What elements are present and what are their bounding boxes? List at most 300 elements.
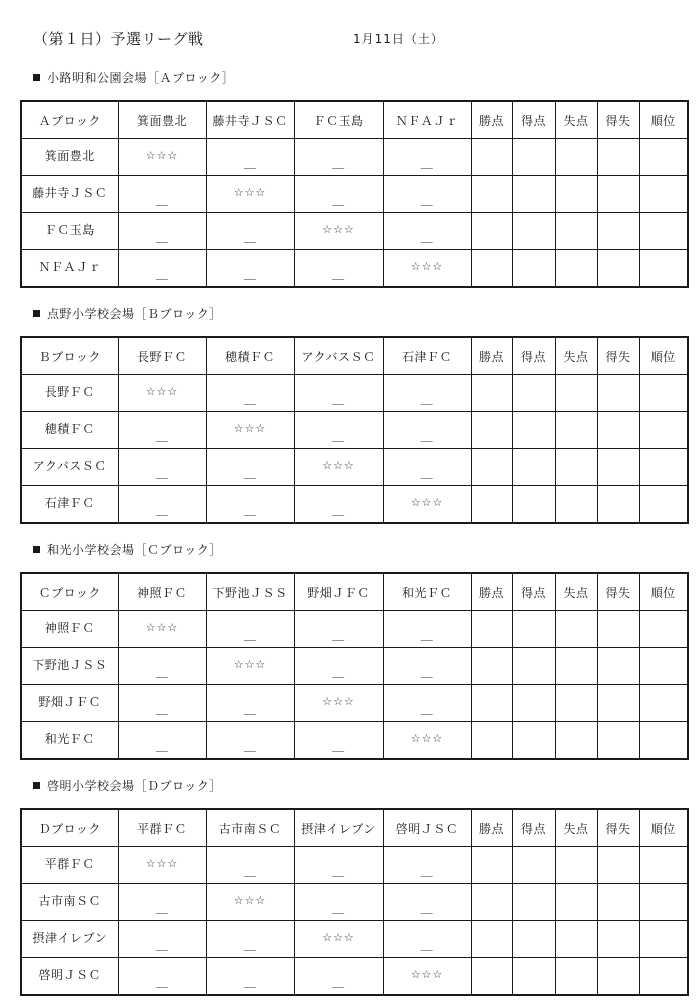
opponent-header-cell: 神照ＦＣ [118, 573, 206, 611]
team-name: 石津ＦＣ [44, 495, 95, 510]
self-match-stars-icon: ☆☆☆ [145, 149, 179, 162]
match-result-cell [294, 486, 383, 524]
team-name-cell [21, 486, 118, 524]
team-name-cell [21, 449, 118, 486]
stat-value-cell [471, 958, 512, 996]
team-name-cell [21, 884, 118, 921]
stat-value-cell [555, 250, 597, 288]
stat-value-cell [639, 375, 688, 412]
empty-match-mark: ＿ [420, 701, 434, 716]
empty-match-mark: ＿ [332, 428, 345, 443]
match-result-cell [206, 611, 294, 648]
stat-value-cell [639, 958, 688, 996]
stat-value-cell [512, 611, 555, 648]
match-result-cell [118, 176, 206, 213]
stat-value-cell [471, 375, 512, 412]
opponent-header-cell: 穂積ＦＣ [206, 337, 294, 375]
match-result-cell [118, 722, 206, 760]
stat-header-cell: 得点 [512, 809, 555, 847]
stat-value-cell [471, 847, 512, 884]
block-label-cell: Ｂブロック [21, 337, 118, 375]
stat-value-cell [639, 486, 688, 524]
venue-label: 啓明小学校会場［Ｄブロック］ [47, 779, 222, 793]
table-row [21, 847, 688, 884]
match-result-cell [118, 449, 206, 486]
stat-header-cell: 失点 [555, 573, 597, 611]
match-result-cell [294, 139, 383, 176]
stat-value-cell [555, 213, 597, 250]
table-row [21, 921, 688, 958]
opponent-header-cell: ＮＦＡＪｒ [383, 101, 471, 139]
empty-match-mark: ＿ [155, 937, 169, 952]
stat-value-cell [597, 648, 639, 685]
stat-value-cell [639, 412, 688, 449]
empty-match-mark: ＿ [155, 701, 169, 716]
self-match-stars-icon: ☆☆☆ [145, 621, 179, 634]
self-match-stars-icon: ☆☆☆ [322, 931, 355, 944]
stat-value-cell [471, 412, 512, 449]
stat-header-cell: 勝点 [471, 573, 512, 611]
table-row [21, 250, 688, 288]
empty-match-mark: ＿ [420, 192, 434, 207]
stat-value-cell [555, 375, 597, 412]
match-result-cell [206, 139, 294, 176]
empty-match-mark: ＿ [155, 465, 169, 480]
stat-value-cell [597, 611, 639, 648]
match-result-cell [118, 375, 206, 412]
block-label-cell: Ａブロック [21, 101, 118, 139]
square-bullet-icon [33, 310, 40, 317]
stat-value-cell [471, 250, 512, 288]
match-result-cell [206, 213, 294, 250]
opponent-header-cell: 箕面豊北 [118, 101, 206, 139]
team-name-cell [21, 139, 118, 176]
venue-heading [20, 304, 687, 324]
match-result-cell [206, 884, 294, 921]
match-result-cell [294, 884, 383, 921]
opponent-header-cell: 古市南ＳＣ [206, 809, 294, 847]
team-name-cell [21, 250, 118, 288]
stat-header-cell: 順位 [639, 809, 688, 847]
block-label-cell: Ｄブロック [21, 809, 118, 847]
stat-value-cell [512, 884, 555, 921]
match-result-cell [294, 375, 383, 412]
match-result-cell [206, 958, 294, 996]
team-name-cell [21, 685, 118, 722]
empty-match-mark: ＿ [155, 192, 169, 207]
stat-value-cell [555, 176, 597, 213]
stat-value-cell [555, 884, 597, 921]
opponent-header-cell: 摂津イレブン [294, 809, 383, 847]
stat-header-cell: 勝点 [471, 337, 512, 375]
empty-match-mark: ＿ [243, 627, 257, 642]
table-header-row [21, 337, 688, 375]
match-result-cell [294, 921, 383, 958]
match-result-cell [118, 685, 206, 722]
empty-match-mark: ＿ [243, 229, 257, 244]
match-result-cell [294, 250, 383, 288]
stat-value-cell [639, 176, 688, 213]
block-label-cell: Ｃブロック [21, 573, 118, 611]
stat-header-cell: 勝点 [471, 101, 512, 139]
stat-value-cell [512, 213, 555, 250]
table-row [21, 213, 688, 250]
stat-value-cell [471, 685, 512, 722]
match-result-cell [118, 213, 206, 250]
stat-value-cell [471, 611, 512, 648]
stat-value-cell [512, 685, 555, 722]
stat-value-cell [512, 958, 555, 996]
page-date: 1月11日（土） [353, 32, 444, 46]
venue-label: 和光小学校会場［Ｃブロック］ [47, 543, 222, 557]
empty-match-mark: ＿ [155, 502, 169, 517]
opponent-header-cell: アクバスＳＣ [294, 337, 383, 375]
stat-value-cell [555, 722, 597, 760]
team-name-cell [21, 412, 118, 449]
stat-value-cell [639, 139, 688, 176]
match-result-cell [383, 958, 471, 996]
venue-heading [20, 776, 687, 796]
stat-value-cell [471, 648, 512, 685]
opponent-header-cell: 和光ＦＣ [383, 573, 471, 611]
match-result-cell [294, 648, 383, 685]
team-name: 平群ＦＣ [44, 856, 95, 871]
team-name-cell [21, 648, 118, 685]
stat-value-cell [639, 611, 688, 648]
stat-header-cell: 得失 [597, 101, 639, 139]
stat-value-cell [512, 722, 555, 760]
self-match-stars-icon: ☆☆☆ [322, 459, 355, 472]
match-result-cell [383, 486, 471, 524]
stat-value-cell [471, 176, 512, 213]
match-result-cell [383, 921, 471, 958]
team-name: 藤井寺ＪＳＣ [32, 185, 108, 200]
stat-header-cell: 失点 [555, 809, 597, 847]
team-name: 神照ＦＣ [44, 620, 95, 635]
team-name: 下野池ＪＳＳ [32, 657, 108, 672]
empty-match-mark: ＿ [420, 900, 434, 915]
league-table [20, 336, 689, 524]
stat-value-cell [555, 449, 597, 486]
empty-match-mark: ＿ [420, 937, 434, 952]
stat-value-cell [639, 884, 688, 921]
stat-value-cell [597, 884, 639, 921]
stat-value-cell [597, 375, 639, 412]
league-block [20, 68, 687, 288]
empty-match-mark: ＿ [332, 974, 345, 989]
stat-value-cell [512, 250, 555, 288]
stat-value-cell [512, 486, 555, 524]
stat-value-cell [597, 958, 639, 996]
league-block [20, 540, 687, 760]
stat-value-cell [471, 921, 512, 958]
team-name: 古市南ＳＣ [38, 893, 101, 908]
stat-value-cell [597, 486, 639, 524]
match-result-cell [294, 449, 383, 486]
stat-header-cell: 得点 [512, 573, 555, 611]
stat-value-cell [555, 685, 597, 722]
empty-match-mark: ＿ [243, 974, 257, 989]
match-result-cell [206, 722, 294, 760]
match-result-cell [118, 250, 206, 288]
table-header-row [21, 809, 688, 847]
empty-match-mark: ＿ [243, 155, 257, 170]
stat-value-cell [597, 139, 639, 176]
stat-value-cell [512, 847, 555, 884]
table-row [21, 486, 688, 524]
empty-match-mark: ＿ [332, 900, 345, 915]
match-result-cell [118, 958, 206, 996]
team-name-cell [21, 611, 118, 648]
empty-match-mark: ＿ [155, 266, 169, 281]
stat-header-cell: 勝点 [471, 809, 512, 847]
team-name: 箕面豊北 [44, 148, 95, 163]
team-name-cell [21, 921, 118, 958]
empty-match-mark: ＿ [332, 738, 345, 753]
match-result-cell [294, 958, 383, 996]
match-result-cell [294, 176, 383, 213]
empty-match-mark: ＿ [155, 738, 169, 753]
match-result-cell [383, 847, 471, 884]
stat-value-cell [512, 412, 555, 449]
team-name: アクバスＳＣ [32, 458, 107, 473]
match-result-cell [118, 412, 206, 449]
self-match-stars-icon: ☆☆☆ [410, 732, 444, 745]
stat-value-cell [639, 648, 688, 685]
venue-heading [20, 68, 687, 88]
league-block [20, 776, 687, 996]
square-bullet-icon [33, 782, 40, 789]
team-name: ＮＦＡＪｒ [38, 259, 101, 274]
stat-value-cell [597, 449, 639, 486]
empty-match-mark: ＿ [155, 229, 169, 244]
stat-value-cell [555, 486, 597, 524]
empty-match-mark: ＿ [332, 391, 345, 406]
self-match-stars-icon: ☆☆☆ [233, 186, 267, 199]
empty-match-mark: ＿ [243, 738, 257, 753]
empty-match-mark: ＿ [332, 502, 345, 517]
table-row [21, 648, 688, 685]
match-result-cell [206, 250, 294, 288]
team-name-cell [21, 375, 118, 412]
stat-header-cell: 得失 [597, 337, 639, 375]
table-row [21, 375, 688, 412]
venue-heading [20, 540, 687, 560]
stat-value-cell [512, 449, 555, 486]
self-match-stars-icon: ☆☆☆ [233, 894, 267, 907]
stat-value-cell [597, 213, 639, 250]
team-name: 摂津イレブン [32, 930, 108, 945]
team-name: 和光ＦＣ [44, 731, 95, 746]
stat-header-cell: 失点 [555, 101, 597, 139]
match-result-cell [206, 449, 294, 486]
self-match-stars-icon: ☆☆☆ [322, 695, 355, 708]
opponent-header-cell: 石津ＦＣ [383, 337, 471, 375]
match-result-cell [206, 685, 294, 722]
stat-header-cell: 順位 [639, 101, 688, 139]
stat-value-cell [555, 648, 597, 685]
league-table [20, 808, 689, 996]
match-result-cell [383, 412, 471, 449]
self-match-stars-icon: ☆☆☆ [233, 422, 267, 435]
table-row [21, 884, 688, 921]
page-title: （第１日）予選リーグ戦 [33, 30, 204, 48]
match-result-cell [383, 213, 471, 250]
empty-match-mark: ＿ [420, 391, 434, 406]
match-result-cell [383, 250, 471, 288]
team-name-cell [21, 722, 118, 760]
stat-value-cell [597, 250, 639, 288]
stat-value-cell [597, 722, 639, 760]
match-result-cell [383, 685, 471, 722]
square-bullet-icon [33, 74, 40, 81]
stat-value-cell [639, 847, 688, 884]
match-result-cell [383, 139, 471, 176]
empty-match-mark: ＿ [420, 627, 434, 642]
stat-value-cell [555, 921, 597, 958]
match-result-cell [294, 412, 383, 449]
self-match-stars-icon: ☆☆☆ [322, 223, 355, 236]
league-table [20, 572, 689, 760]
table-row [21, 176, 688, 213]
page-header [33, 28, 673, 50]
match-result-cell [294, 685, 383, 722]
empty-match-mark: ＿ [243, 701, 257, 716]
stat-value-cell [471, 722, 512, 760]
empty-match-mark: ＿ [155, 664, 169, 679]
self-match-stars-icon: ☆☆☆ [410, 260, 444, 273]
empty-match-mark: ＿ [332, 155, 345, 170]
match-result-cell [118, 847, 206, 884]
self-match-stars-icon: ☆☆☆ [410, 968, 444, 981]
match-result-cell [294, 847, 383, 884]
stat-value-cell [639, 213, 688, 250]
match-result-cell [206, 176, 294, 213]
table-row [21, 722, 688, 760]
match-result-cell [206, 412, 294, 449]
stat-value-cell [555, 958, 597, 996]
stat-value-cell [512, 139, 555, 176]
team-name-cell [21, 958, 118, 996]
match-result-cell [206, 486, 294, 524]
match-result-cell [118, 139, 206, 176]
stat-value-cell [471, 884, 512, 921]
empty-match-mark: ＿ [243, 266, 257, 281]
league-table [20, 100, 689, 288]
team-name-cell [21, 213, 118, 250]
stat-value-cell [555, 412, 597, 449]
stat-value-cell [471, 213, 512, 250]
stat-value-cell [512, 921, 555, 958]
stat-header-cell: 失点 [555, 337, 597, 375]
empty-match-mark: ＿ [332, 266, 345, 281]
empty-match-mark: ＿ [332, 192, 345, 207]
match-result-cell [294, 213, 383, 250]
match-result-cell [118, 921, 206, 958]
match-result-cell [383, 648, 471, 685]
stat-value-cell [639, 685, 688, 722]
stat-header-cell: 順位 [639, 573, 688, 611]
empty-match-mark: ＿ [332, 863, 345, 878]
empty-match-mark: ＿ [243, 465, 257, 480]
stat-header-cell: 得失 [597, 573, 639, 611]
league-block [20, 304, 687, 524]
venue-label: 点野小学校会場［Ｂブロック］ [47, 307, 222, 321]
stat-value-cell [471, 139, 512, 176]
stat-value-cell [512, 375, 555, 412]
match-result-cell [294, 611, 383, 648]
stat-value-cell [555, 139, 597, 176]
empty-match-mark: ＿ [243, 937, 257, 952]
match-result-cell [206, 921, 294, 958]
stat-header-cell: 得失 [597, 809, 639, 847]
match-result-cell [383, 176, 471, 213]
match-result-cell [383, 449, 471, 486]
team-name: 野畑ＪＦＣ [38, 694, 101, 709]
table-row [21, 139, 688, 176]
match-result-cell [383, 884, 471, 921]
stat-value-cell [555, 611, 597, 648]
opponent-header-cell: 啓明ＪＳＣ [383, 809, 471, 847]
empty-match-mark: ＿ [420, 229, 434, 244]
self-match-stars-icon: ☆☆☆ [233, 658, 267, 671]
empty-match-mark: ＿ [332, 664, 345, 679]
self-match-stars-icon: ☆☆☆ [410, 496, 444, 509]
empty-match-mark: ＿ [243, 502, 257, 517]
stat-value-cell [639, 250, 688, 288]
opponent-header-cell: 野畑ＪＦＣ [294, 573, 383, 611]
opponent-header-cell: 藤井寺ＪＳＣ [206, 101, 294, 139]
stat-value-cell [639, 921, 688, 958]
table-row [21, 958, 688, 996]
team-name-cell [21, 847, 118, 884]
opponent-header-cell: 長野ＦＣ [118, 337, 206, 375]
opponent-header-cell: ＦＣ玉島 [294, 101, 383, 139]
match-result-cell [118, 648, 206, 685]
stat-value-cell [597, 685, 639, 722]
stat-value-cell [555, 847, 597, 884]
table-header-row [21, 573, 688, 611]
match-result-cell [206, 648, 294, 685]
team-name-cell [21, 176, 118, 213]
match-result-cell [383, 611, 471, 648]
empty-match-mark: ＿ [420, 863, 434, 878]
table-row [21, 449, 688, 486]
empty-match-mark: ＿ [155, 974, 169, 989]
square-bullet-icon [33, 546, 40, 553]
empty-match-mark: ＿ [420, 428, 434, 443]
empty-match-mark: ＿ [420, 155, 434, 170]
empty-match-mark: ＿ [243, 863, 257, 878]
stat-header-cell: 順位 [639, 337, 688, 375]
stat-header-cell: 得点 [512, 337, 555, 375]
stat-header-cell: 得点 [512, 101, 555, 139]
table-row [21, 412, 688, 449]
match-result-cell [383, 375, 471, 412]
team-name: ＦＣ玉島 [44, 222, 95, 237]
opponent-header-cell: 下野池ＪＳＳ [206, 573, 294, 611]
empty-match-mark: ＿ [155, 900, 169, 915]
match-result-cell [383, 722, 471, 760]
stat-value-cell [512, 648, 555, 685]
match-result-cell [206, 375, 294, 412]
self-match-stars-icon: ☆☆☆ [145, 385, 179, 398]
empty-match-mark: ＿ [420, 465, 434, 480]
match-result-cell [206, 847, 294, 884]
empty-match-mark: ＿ [243, 391, 257, 406]
self-match-stars-icon: ☆☆☆ [145, 857, 179, 870]
team-name: 穂積ＦＣ [44, 421, 95, 436]
